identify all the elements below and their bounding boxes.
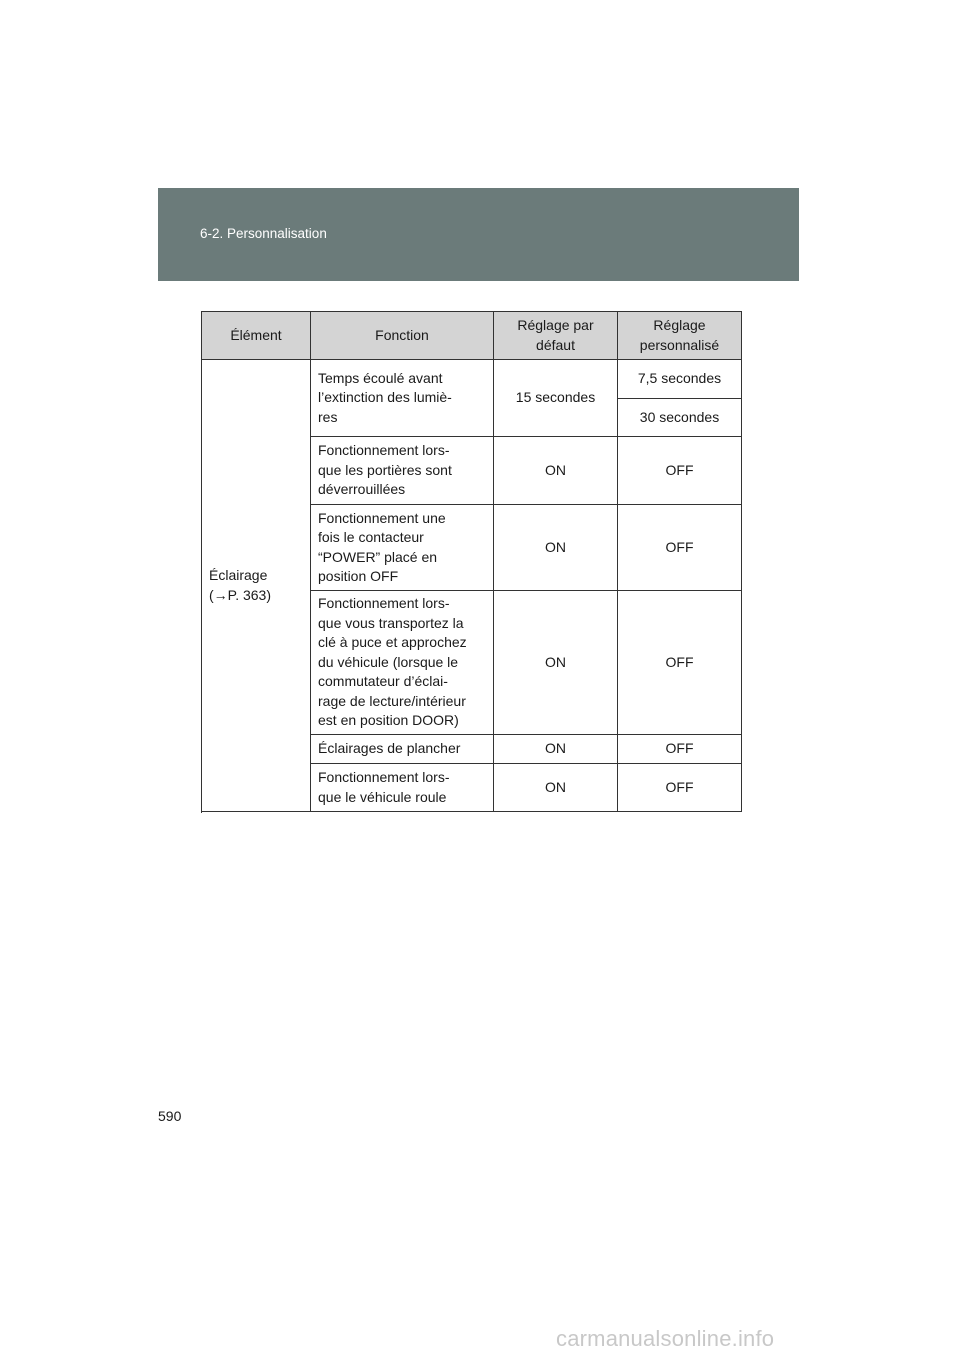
table-header-row [202, 312, 742, 360]
custom-cell: OFF [618, 735, 742, 764]
default-cell: ON [494, 437, 618, 505]
function-cell: Éclairages de plancher [311, 735, 494, 764]
function-cell: Fonctionnement lors- que les portières sont déverrouillées [311, 437, 494, 505]
element-cell: Éclairage (→P. 363) [202, 360, 311, 812]
page-number: 590 [158, 1108, 182, 1124]
section-title: 6-2. Personnalisation [200, 226, 327, 241]
section-header-band [158, 188, 799, 281]
custom-cell: OFF [618, 764, 742, 812]
default-cell: ON [494, 591, 618, 735]
custom-cell: OFF [618, 505, 742, 591]
custom-cell: OFF [618, 591, 742, 735]
function-cell: Temps écoulé avant l’extinction des lumiè- res [311, 360, 494, 437]
default-cell: 15 secondes [494, 360, 618, 437]
customization-table [201, 311, 742, 812]
custom-cell: OFF [618, 437, 742, 505]
function-cell: Fonctionnement lors- que vous transportez la clé à puce et approchez du véhicule (lorsque le commutateur d’éclai- rage de lecture/intérieur est en position DOOR) [311, 591, 494, 735]
function-cell: Fonctionnement lors- que le véhicule roule [311, 764, 494, 812]
default-cell: ON [494, 735, 618, 764]
default-cell: ON [494, 505, 618, 591]
watermark: carmanualsonline.info [556, 1326, 775, 1351]
function-cell: Fonctionnement une fois le contacteur “POWER” placé en position OFF [311, 505, 494, 591]
custom-cell: 30 secondes [618, 399, 742, 437]
custom-cell: 7,5 secondes [618, 360, 742, 399]
default-cell: ON [494, 764, 618, 812]
table-row [202, 360, 742, 399]
header-function: Fonction [311, 312, 494, 360]
header-custom: Réglage personnalisé [618, 312, 742, 360]
header-element: Élément [202, 312, 311, 360]
header-default: Réglage par défaut [494, 312, 618, 360]
